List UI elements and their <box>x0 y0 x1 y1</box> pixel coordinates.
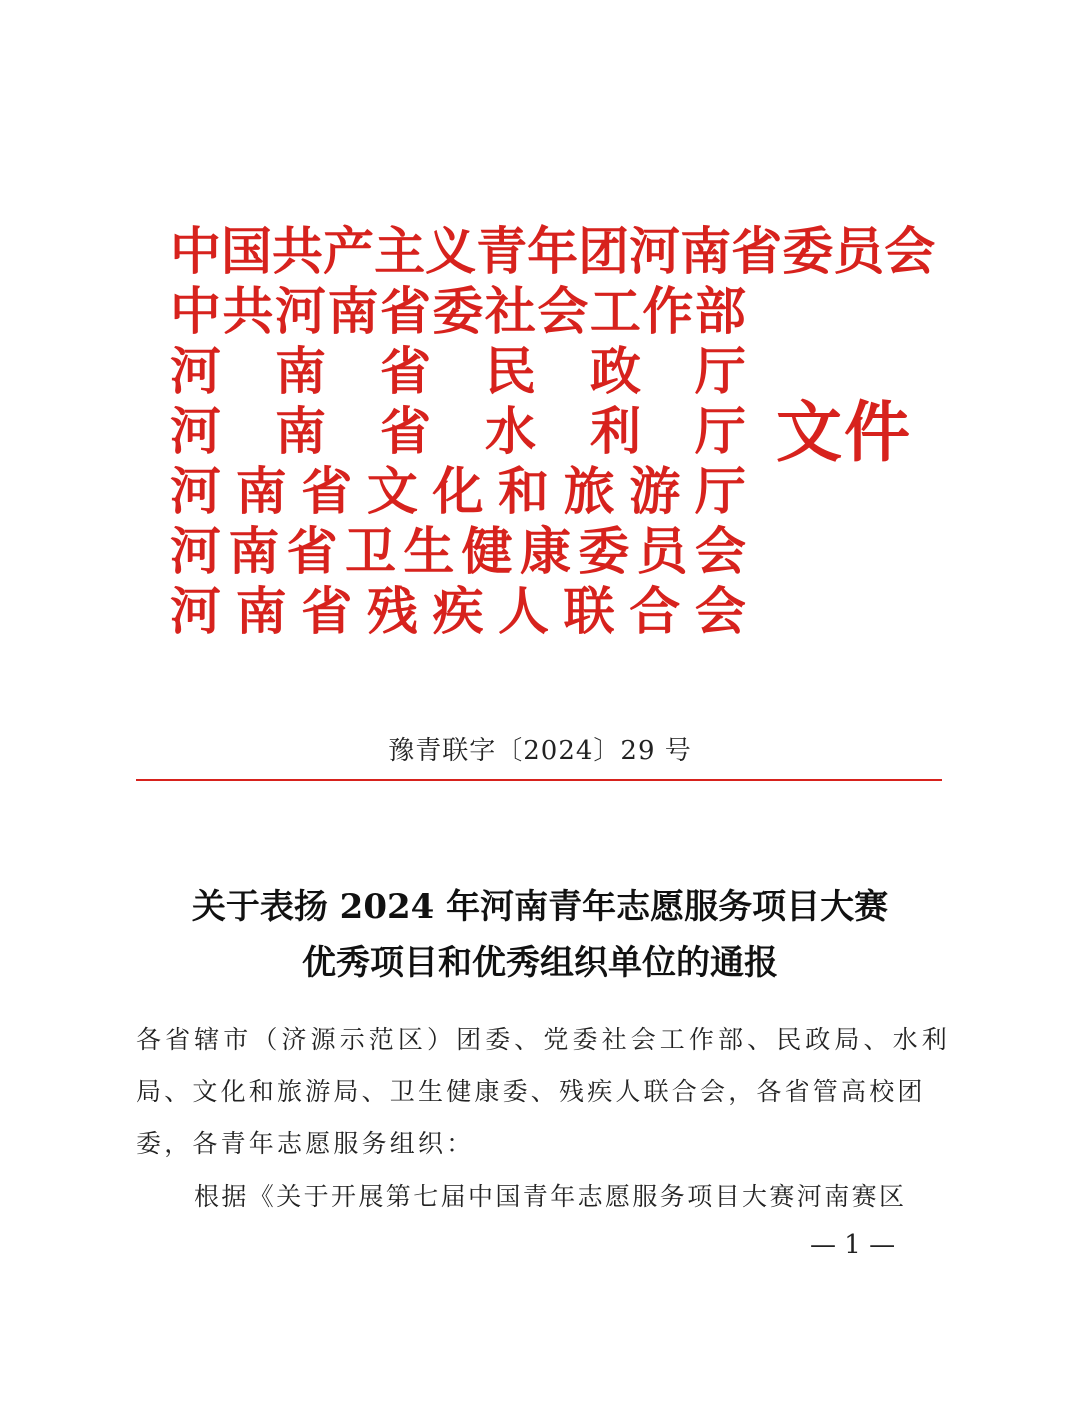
red-separator-line <box>136 779 942 781</box>
issuer-char: 省 <box>379 282 431 342</box>
issuer-char: 会 <box>694 522 746 582</box>
issuer-char: 省 <box>301 582 353 642</box>
issuer-char: 游 <box>629 462 681 522</box>
issuer-char: 中 <box>170 222 222 282</box>
issuer-line <box>170 342 746 402</box>
issuer-char: 利 <box>589 402 641 462</box>
issuer-char: 疾 <box>432 582 484 642</box>
issuer-char: 年 <box>527 222 579 282</box>
salutation-line-2: 局、文化和旅游局、卫生健康委、残疾人联合会，各省管高校团 <box>136 1077 926 1106</box>
issuer-char: 省 <box>379 402 431 462</box>
issuer-char: 水 <box>484 402 536 462</box>
issuer-char: 文 <box>366 462 418 522</box>
issuer-char: 南 <box>274 342 326 402</box>
document-type-label: 文件 <box>776 393 912 471</box>
issuer-char: 共 <box>222 282 274 342</box>
issuer-char: 南 <box>235 462 287 522</box>
issuer-char: 会 <box>537 282 589 342</box>
document-title-line-1: 关于表扬 2024 年河南青年志愿服务项目大赛 <box>191 887 889 927</box>
issuer-char: 省 <box>301 462 353 522</box>
issuer-char: 义 <box>425 222 477 282</box>
issuer-char: 合 <box>629 582 681 642</box>
issuer-char: 残 <box>366 582 418 642</box>
issuer-char: 健 <box>461 522 513 582</box>
issuer-char: 团 <box>578 222 630 282</box>
issuer-char: 联 <box>563 582 615 642</box>
issuer-char: 产 <box>323 222 375 282</box>
document-title-line-2: 优秀项目和优秀组织单位的通报 <box>302 943 778 983</box>
issuer-char: 康 <box>519 522 571 582</box>
page-number: — 1 — <box>810 1230 896 1260</box>
issuer-char: 员 <box>833 222 885 282</box>
issuer-char: 卫 <box>344 522 396 582</box>
issuer-char: 南 <box>235 582 287 642</box>
issuer-char: 青 <box>476 222 528 282</box>
issuer-line <box>170 582 746 642</box>
issuer-char: 员 <box>636 522 688 582</box>
issuer-char: 厅 <box>694 402 746 462</box>
issuer-char: 委 <box>432 282 484 342</box>
issuer-char: 南 <box>274 402 326 462</box>
issuer-char: 生 <box>403 522 455 582</box>
issuer-line <box>170 522 746 582</box>
issuer-char: 省 <box>286 522 338 582</box>
issuer-char: 主 <box>374 222 426 282</box>
issuer-char: 会 <box>694 582 746 642</box>
issuer-char: 厅 <box>694 342 746 402</box>
issuer-char: 省 <box>731 222 783 282</box>
issuer-char: 部 <box>694 282 746 342</box>
issuer-char: 共 <box>272 222 324 282</box>
issuer-char: 南 <box>228 522 280 582</box>
issuer-char: 南 <box>327 282 379 342</box>
issuer-char: 河 <box>170 342 222 402</box>
issuer-char: 国 <box>221 222 273 282</box>
issuer-char: 省 <box>379 342 431 402</box>
issuer-char: 委 <box>782 222 834 282</box>
issuer-char: 委 <box>578 522 630 582</box>
issuer-char: 河 <box>170 582 222 642</box>
issuer-char: 社 <box>484 282 536 342</box>
issuer-char: 旅 <box>563 462 615 522</box>
issuer-char: 会 <box>884 222 936 282</box>
issuer-line <box>170 402 746 462</box>
salutation-line-3: 委，各青年志愿服务组织： <box>136 1129 475 1158</box>
issuer-char: 河 <box>170 522 222 582</box>
issuer-char: 厅 <box>694 462 746 522</box>
document-number: 豫青联字〔2024〕29 号 <box>388 736 692 766</box>
paragraph-1-line-1: 根据《关于开展第七届中国青年志愿服务项目大赛河南赛区 <box>194 1182 907 1211</box>
issuer-char: 南 <box>680 222 732 282</box>
issuer-char: 政 <box>589 342 641 402</box>
issuer-line <box>170 222 936 282</box>
issuer-char: 河 <box>274 282 326 342</box>
issuer-line <box>170 462 746 522</box>
issuer-char: 河 <box>170 462 222 522</box>
issuer-char: 河 <box>629 222 681 282</box>
issuer-char: 化 <box>432 462 484 522</box>
issuer-char: 作 <box>642 282 694 342</box>
salutation-line-1: 各省辖市（济源示范区）团委、党委社会工作部、民政局、水利 <box>136 1025 951 1054</box>
issuer-line <box>170 282 746 342</box>
issuer-char: 民 <box>484 342 536 402</box>
issuer-char: 河 <box>170 402 222 462</box>
issuer-char: 工 <box>589 282 641 342</box>
issuer-char: 中 <box>170 282 222 342</box>
issuer-char: 人 <box>498 582 550 642</box>
issuer-char: 和 <box>498 462 550 522</box>
